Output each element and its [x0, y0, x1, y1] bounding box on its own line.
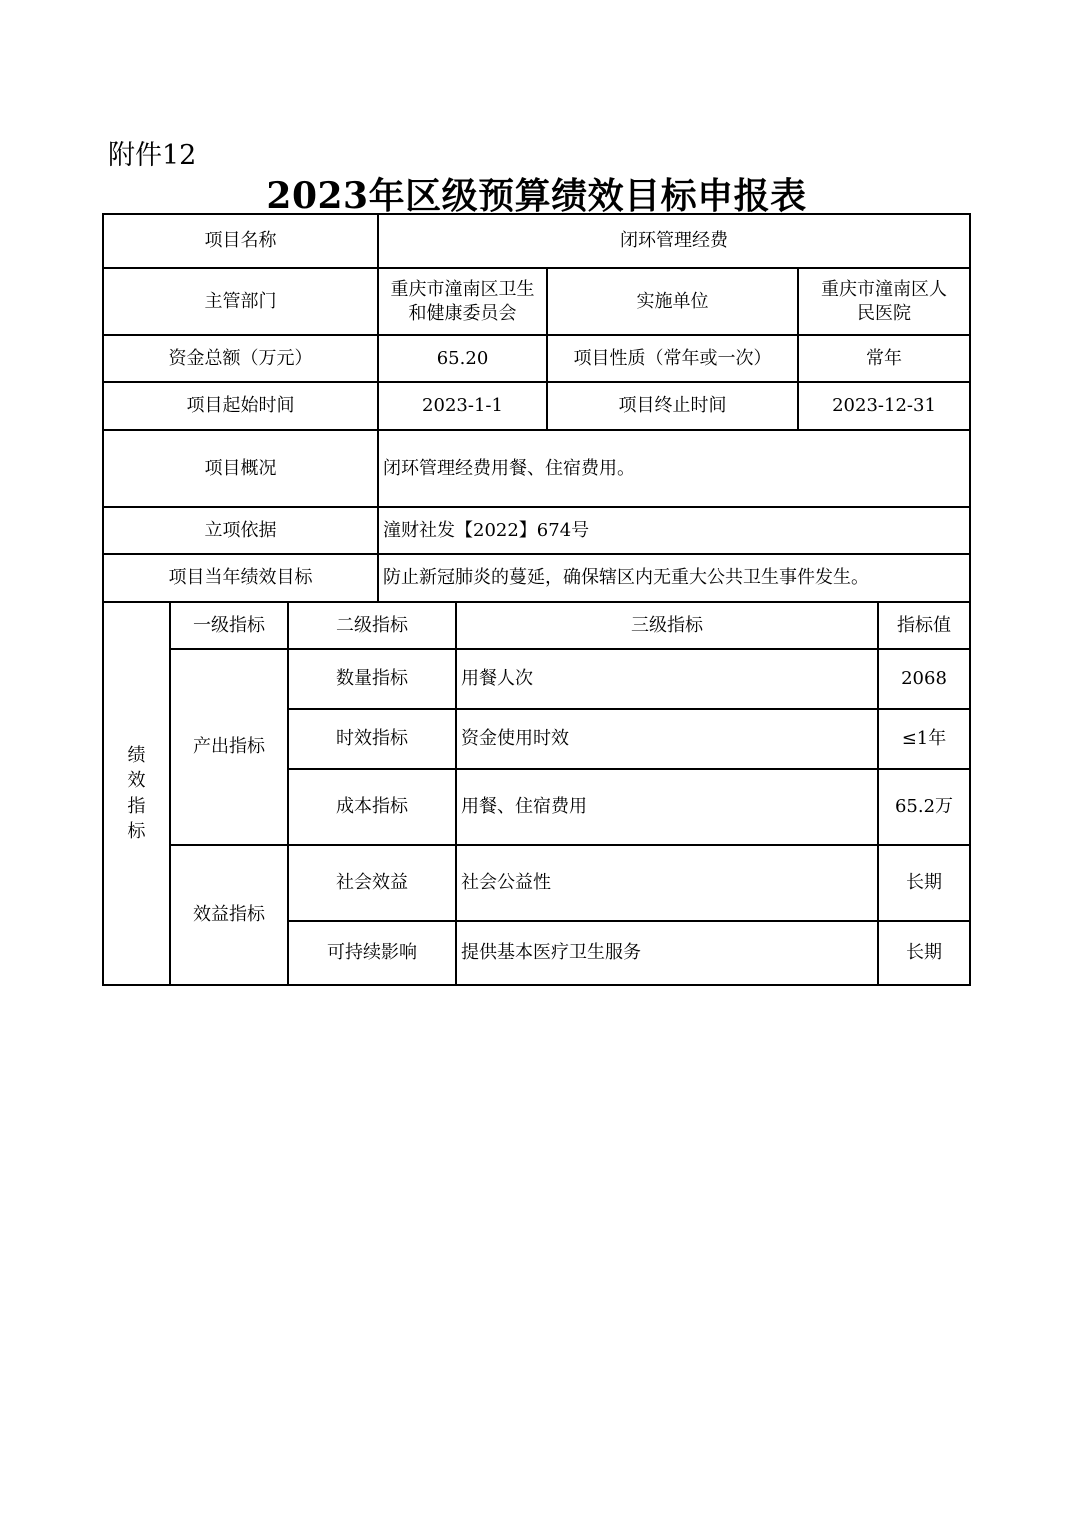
- nature-value: 常年: [798, 335, 970, 382]
- end-label: 项目终止时间: [547, 382, 798, 430]
- indicator-value-cell: ≤1年: [878, 709, 970, 769]
- level2-cell: 时效指标: [288, 709, 456, 769]
- basis-value: 潼财社发【2022】674号: [378, 507, 970, 554]
- goal-value: 防止新冠肺炎的蔓延，确保辖区内无重大公共卫生事件发生。: [378, 554, 970, 602]
- page-title: 2023年区级预算绩效目标申报表: [266, 175, 807, 217]
- side-label-char: 指: [127, 795, 146, 817]
- side-label-char: 标: [127, 820, 146, 842]
- header-level2: 二级指标: [288, 602, 456, 649]
- unit-label: 实施单位: [547, 268, 798, 335]
- unit-value-text: 重庆市潼南区人民医院: [821, 279, 947, 324]
- project-name-label: 项目名称: [103, 214, 378, 268]
- level2-cell: 社会效益: [288, 845, 456, 921]
- table-row: [103, 649, 970, 709]
- unit-value: [798, 268, 970, 335]
- dept-label: 主管部门: [103, 268, 378, 335]
- header-level3: 三级指标: [456, 602, 878, 649]
- overview-label: 项目概况: [103, 430, 378, 507]
- table-row: [103, 845, 970, 921]
- benefit-indicator-label: 效益指标: [170, 845, 288, 985]
- row-basis: [103, 507, 970, 554]
- nature-label: 项目性质（常年或一次）: [547, 335, 798, 382]
- basis-label: 立项依据: [103, 507, 378, 554]
- dept-value-text: 重庆市潼南区卫生和健康委员会: [390, 279, 535, 324]
- indicator-value-cell: 长期: [878, 921, 970, 985]
- row-goal: [103, 554, 970, 602]
- level3-cell: 资金使用时效: [456, 709, 878, 769]
- goal-label: 项目当年绩效目标: [103, 554, 378, 602]
- level3-cell: 用餐人次: [456, 649, 878, 709]
- header-level1: 一级指标: [170, 602, 288, 649]
- indicator-value-cell: 长期: [878, 845, 970, 921]
- indicator-header-row: [103, 602, 970, 649]
- header-value: 指标值: [878, 602, 970, 649]
- end-value: 2023-12-31: [798, 382, 970, 430]
- level3-cell: 用餐、住宿费用: [456, 769, 878, 845]
- fund-value: 65.20: [378, 335, 547, 382]
- side-label-char: 绩: [127, 745, 146, 767]
- row-overview: [103, 430, 970, 507]
- level2-cell: 可持续影响: [288, 921, 456, 985]
- start-label: 项目起始时间: [103, 382, 378, 430]
- output-indicator-label: 产出指标: [170, 649, 288, 845]
- start-value: 2023-1-1: [378, 382, 547, 430]
- side-label-char: 效: [127, 770, 146, 792]
- row-department: [103, 268, 970, 335]
- dept-value: [378, 268, 547, 335]
- level2-cell: 成本指标: [288, 769, 456, 845]
- project-name-value: 闭环管理经费: [378, 214, 970, 268]
- performance-indicator-side-label: [103, 602, 170, 985]
- indicator-value-cell: 2068: [878, 649, 970, 709]
- level2-cell: 数量指标: [288, 649, 456, 709]
- level3-cell: 提供基本医疗卫生服务: [456, 921, 878, 985]
- indicator-value-cell: 65.2万: [878, 769, 970, 845]
- budget-performance-table: [102, 213, 971, 986]
- attachment-label: 附件12: [108, 140, 197, 171]
- row-fund: [103, 335, 970, 382]
- overview-value: 闭环管理经费用餐、住宿费用。: [378, 430, 970, 507]
- row-dates: [103, 382, 970, 430]
- level3-cell: 社会公益性: [456, 845, 878, 921]
- row-project-name: [103, 214, 970, 268]
- fund-label: 资金总额（万元）: [103, 335, 378, 382]
